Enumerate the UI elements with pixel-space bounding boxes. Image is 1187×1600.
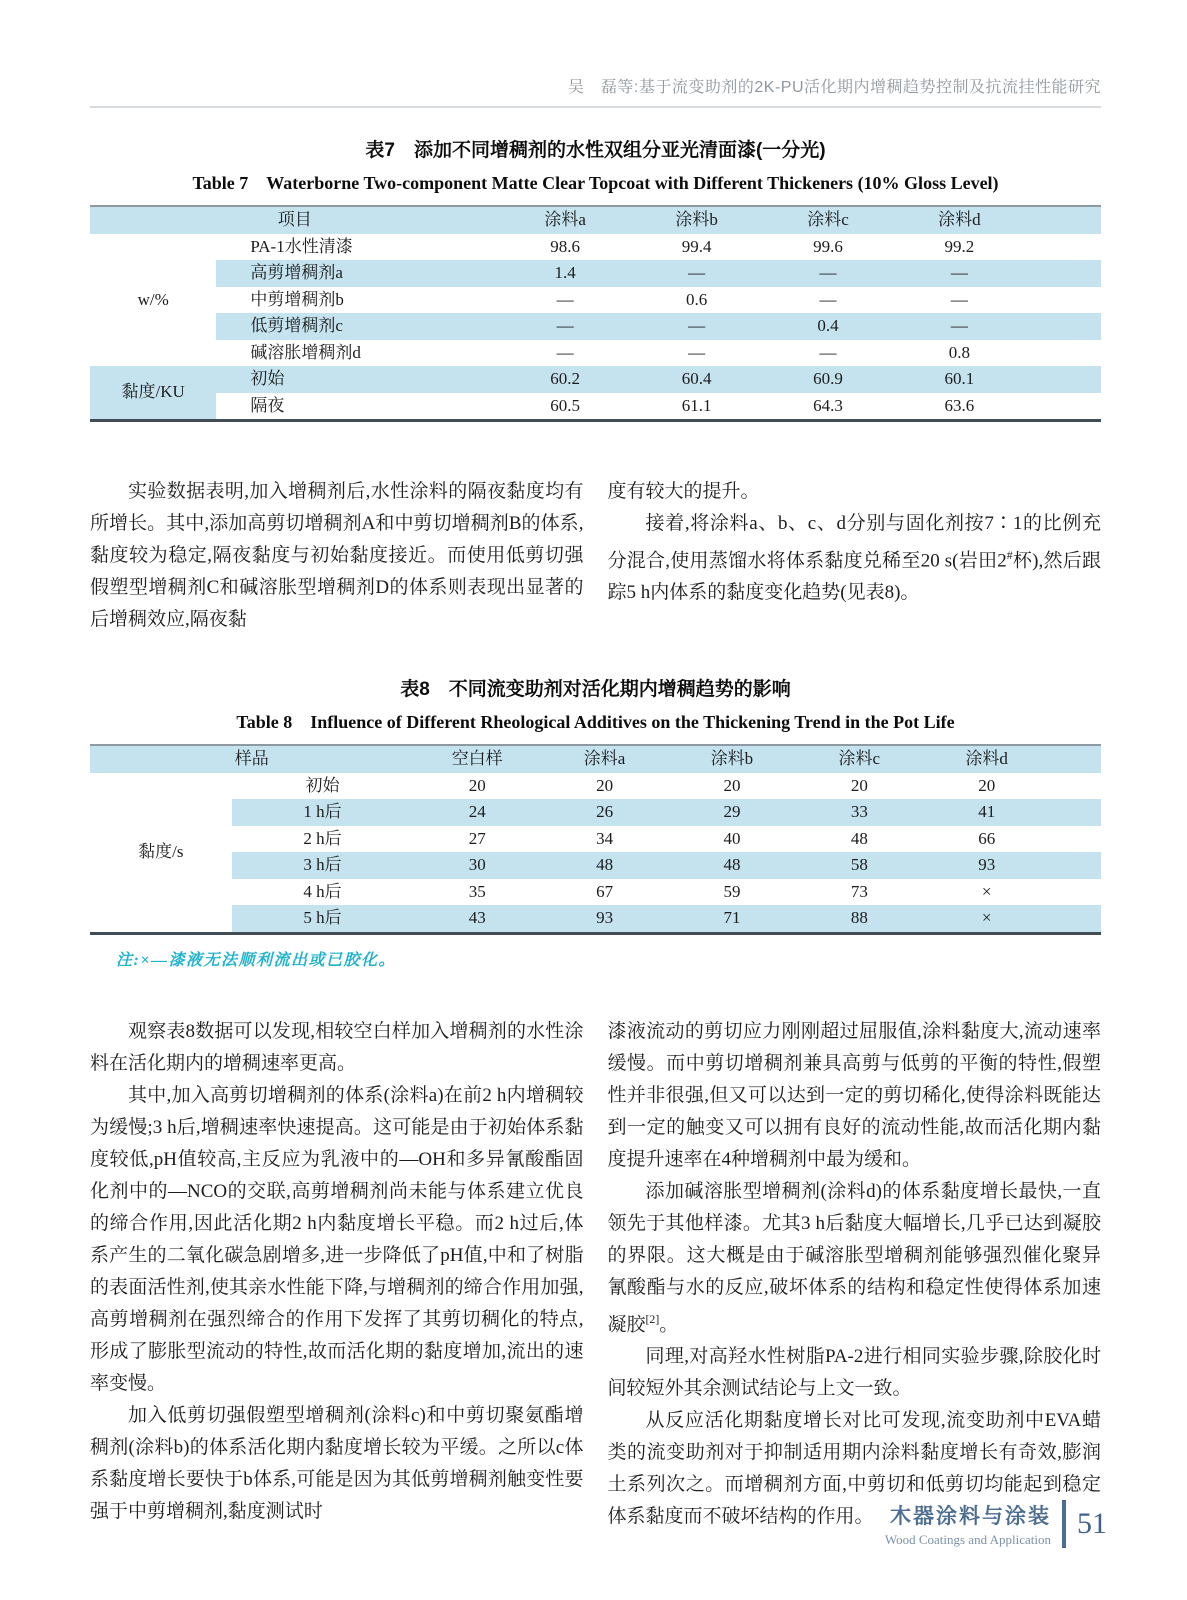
spacer-cell xyxy=(1050,852,1101,879)
value-cell: 20 xyxy=(468,775,486,795)
value-cell: 99.4 xyxy=(681,236,712,256)
paragraph: 漆液流动的剪切应力刚刚超过屈服值,涂料黏度大,流动速率缓慢。而中剪切增稠剂兼具高剪与低剪的平衡的特性,假塑性并非很强,但又可以达到一定的剪切稀化,使得涂料既能达到一定的触变又可以拥有良好的流动性能,故而活化期内黏度提升速率在4种增稠剂中最为缓和。 xyxy=(607,1020,1101,1170)
row-label-cell: 低剪增稠剂c xyxy=(250,316,343,335)
row-label-cell: 5 h后 xyxy=(303,908,342,927)
table-row xyxy=(90,905,1101,933)
row-label-cell: 4 h后 xyxy=(303,881,342,901)
row-label-cell: 隔夜 xyxy=(250,395,285,415)
value-cell: 60.4 xyxy=(681,369,712,388)
value-cell: 60.5 xyxy=(550,395,581,415)
value-cell: 60.2 xyxy=(550,369,581,388)
spacer-cell xyxy=(1050,826,1101,853)
table-row xyxy=(90,340,1101,367)
value-cell: 24 xyxy=(468,802,486,821)
paragraph: 观察表8数据可以发现,相较空白样加入增稠剂的水性涂料在活化期内的增稠速率更高。 xyxy=(90,1020,584,1074)
value-cell: 35 xyxy=(468,881,486,901)
value-cell: 43 xyxy=(468,908,486,927)
row-label-cell: 1 h后 xyxy=(303,802,342,821)
table8 xyxy=(90,744,1101,935)
table-row xyxy=(90,879,1101,906)
row-label-cell: PA-1水性清漆 xyxy=(250,236,353,256)
superscript: # xyxy=(1006,549,1013,562)
main-text-section xyxy=(90,1016,1101,1533)
value-cell: 0.6 xyxy=(685,289,708,309)
column-header: 涂料b xyxy=(710,749,754,768)
value-cell: × xyxy=(981,908,992,927)
value-cell: — xyxy=(950,263,968,282)
row-label-cell: 3 h后 xyxy=(303,855,342,874)
row-label-cell: 初始 xyxy=(305,775,340,795)
group-label-cell: 黏度/s xyxy=(90,773,232,934)
value-cell: 71 xyxy=(723,908,741,927)
table7 xyxy=(90,205,1101,422)
journal-title-en: Wood Coatings and Application xyxy=(884,1532,1051,1547)
value-cell: 30 xyxy=(468,855,486,874)
value-cell: — xyxy=(556,289,574,309)
table7-body xyxy=(90,234,1101,421)
journal-title-cn: 木器涂料与涂装 xyxy=(890,1505,1051,1528)
spacer-cell xyxy=(1025,340,1101,367)
table-row xyxy=(90,234,1101,261)
value-cell: — xyxy=(950,289,968,309)
journal-footer xyxy=(885,1500,1107,1548)
paragraph-text: 。 xyxy=(659,1313,679,1335)
table8-body xyxy=(90,773,1101,934)
column-header: 涂料a xyxy=(583,749,626,768)
table7-head xyxy=(90,206,1101,234)
value-cell: 20 xyxy=(978,775,996,795)
citation-superscript: [2] xyxy=(645,1312,660,1326)
value-cell: — xyxy=(819,289,837,309)
value-cell: 0.8 xyxy=(948,342,971,362)
value-cell: — xyxy=(556,342,574,362)
column-header: 涂料c xyxy=(838,749,881,768)
value-cell: 26 xyxy=(596,802,614,821)
paragraph: 实验数据表明,加入增稠剂后,水性涂料的隔夜黏度均有所增长。其中,添加高剪切增稠剂A和中剪切增稠剂B的体系,黏度较为稳定,隔夜黏度与初始黏度接近。而使用低剪切强假塑型增稠剂C和碱溶胀型增稠剂D的体系则表现出显著的后增稠效应,隔夜黏 xyxy=(90,481,584,630)
running-head: 吴 磊等:基于流变助剂的2K-PU活化期内增稠趋势控制及抗流挂性能研究 xyxy=(567,79,1101,96)
spacer-cell xyxy=(1050,879,1101,906)
column-header: 涂料d xyxy=(938,210,981,229)
column-header: 样品 xyxy=(234,749,269,768)
value-cell: 66 xyxy=(978,828,996,848)
page-number: 51 xyxy=(1077,1507,1107,1540)
mid-right-column xyxy=(608,476,1102,636)
value-cell: × xyxy=(981,881,992,901)
value-cell: 99.2 xyxy=(944,236,975,256)
row-label-cell: 初始 xyxy=(250,369,285,388)
column-header: 项目 xyxy=(277,210,312,229)
column-header: 空白样 xyxy=(451,749,503,768)
paragraph-text: 杯),然后跟踪5 h内体系的黏度变化趋势(见表8)。 xyxy=(607,550,1101,604)
value-cell: 58 xyxy=(850,855,868,874)
column-header: 涂料d xyxy=(965,749,1008,768)
value-cell: 1.4 xyxy=(554,263,576,282)
table8-head xyxy=(90,745,1101,773)
value-cell: 40 xyxy=(723,828,741,848)
table8-caption-en: Table 8 Influence of Different Rheological Additives on the Thickening Trend in the Pot Life xyxy=(236,712,955,732)
value-cell: 41 xyxy=(978,802,996,821)
row-label-cell: 碱溶胀增稠剂d xyxy=(250,342,361,362)
table-row xyxy=(90,366,1101,393)
value-cell: 63.6 xyxy=(944,395,975,415)
spacer-cell xyxy=(1025,366,1101,393)
table7-caption-en: Table 7 Waterborne Two-component Matte Clear Topcoat with Different Thickeners (10% Gloss Level) xyxy=(192,173,999,193)
value-cell: 29 xyxy=(723,802,741,821)
table-row xyxy=(90,287,1101,314)
value-cell: 48 xyxy=(850,828,868,848)
row-label-cell: 2 h后 xyxy=(303,828,342,848)
value-cell: — xyxy=(688,342,706,362)
value-cell: — xyxy=(819,263,837,282)
column-header: 涂料a xyxy=(544,210,586,229)
table8-caption-cn: 表8 不同流变助剂对活化期内增稠趋势的影响 xyxy=(400,679,791,700)
paragraph: 其中,加入高剪切增稠剂的体系(涂料a)在前2 h内增稠较为缓慢;3 h后,增稠速率快速提高。这可能是由于初始体系黏度较低,pH值较高,主反应为乳液中的—OH和多异氰酸酯固化剂中的—NCO的交联,高剪增稠剂尚未能与体系建立优良的缔合作用,因此活化期2 h内黏度增长平稳。而2 h过后,体系产生的二氧化碳急剧增多,进一步降低了pH值,中和了树脂的表面活性剂,使其亲水性能下降,与增稠剂的缔合作用加强,高剪增稠剂在强烈缔合的作用下发挥了其剪切稠化的特点,形成了膨胀型流动的特性,故而活化期的黏度增加,流出的速率变慢。 xyxy=(90,1084,584,1394)
mid-left-column xyxy=(90,476,584,636)
table-row xyxy=(90,260,1101,287)
main-left-column xyxy=(90,1016,584,1533)
paragraph xyxy=(608,1176,1102,1341)
value-cell: 48 xyxy=(723,855,741,874)
column-header: 涂料b xyxy=(675,210,718,229)
value-cell: 61.1 xyxy=(681,395,712,415)
main-right-column xyxy=(608,1016,1102,1533)
value-cell: 0.4 xyxy=(817,316,839,335)
spacer-cell xyxy=(1050,745,1101,773)
table-row xyxy=(90,773,1101,800)
value-cell: 60.9 xyxy=(813,369,843,388)
value-cell: 20 xyxy=(596,775,614,795)
spacer-cell xyxy=(1025,287,1101,314)
value-cell: 67 xyxy=(596,881,614,901)
table-row xyxy=(90,826,1101,853)
group-label-cell: 黏度/KU xyxy=(90,366,216,421)
row-label-cell: 中剪增稠剂b xyxy=(250,289,344,309)
value-cell: 93 xyxy=(596,908,614,927)
spacer-cell xyxy=(1025,313,1101,340)
value-cell: 98.6 xyxy=(550,236,581,256)
journal-title-block xyxy=(885,1500,1051,1548)
row-label-cell: 高剪增稠剂a xyxy=(250,263,343,282)
value-cell: — xyxy=(688,263,706,282)
value-cell: 64.3 xyxy=(813,395,843,415)
table-row xyxy=(90,313,1101,340)
paragraph-text: 接着,将涂料a、b、c、d分别与固化剂按7∶1的比例充分混合,使用蒸馏水将体系黏度兑稀至20 s(岩田2 xyxy=(607,513,1101,572)
spacer-cell xyxy=(1050,799,1101,826)
paragraph: 加入低剪切强假塑型增稠剂(涂料c)和中剪切聚氨酯增稠剂(涂料b)的体系活化期内黏度增长较为平缓。之所以c体系黏度增长要快于b体系,可能是因为其低剪增稠剂触变性要强于中剪增稠剂,黏度测试时 xyxy=(90,1404,584,1522)
value-cell: 27 xyxy=(468,828,486,848)
value-cell: 59 xyxy=(723,881,741,901)
value-cell: 99.6 xyxy=(813,236,843,256)
paragraph-text: 添加碱溶胀型增稠剂(涂料d)的体系黏度增长最快,一直领先于其他样漆。尤其3 h后黏度大幅增长,几乎已达到凝胶的界限。这大概是由于碱溶胀型增稠剂能够强烈催化聚异氰酸酯与水的反应,破坏体系的结构和稳定性使得体系加速凝胶 xyxy=(607,1180,1101,1335)
value-cell: — xyxy=(556,316,574,335)
value-cell: 60.1 xyxy=(944,369,975,388)
value-cell: 33 xyxy=(850,802,868,821)
value-cell: 73 xyxy=(850,881,868,901)
paragraph: 从反应活化期黏度增长对比可发现,流变助剂中EVA蜡类的流变助剂对于抑制适用期内涂料黏度增长有奇效,膨润土系列次之。而增稠剂方面,中剪切和低剪切均能起到稳定体系黏度而不破坏结构的作用。 xyxy=(607,1409,1101,1527)
mid-text-section xyxy=(90,476,1101,636)
table-header-row xyxy=(90,206,1101,234)
value-cell: 48 xyxy=(596,855,614,874)
paragraph xyxy=(608,508,1102,609)
value-cell: 88 xyxy=(850,908,868,927)
value-cell: 20 xyxy=(723,775,741,795)
spacer-cell xyxy=(1025,206,1101,234)
spacer-cell xyxy=(1025,393,1101,421)
value-cell: 93 xyxy=(978,855,996,874)
table-row xyxy=(90,852,1101,879)
spacer-cell xyxy=(1025,260,1101,287)
spacer-cell xyxy=(1050,905,1101,933)
value-cell: 34 xyxy=(596,828,614,848)
value-cell: — xyxy=(688,316,706,335)
value-cell: — xyxy=(819,342,837,362)
footer-divider-bar xyxy=(1062,1500,1066,1548)
column-header: 涂料c xyxy=(807,210,849,229)
value-cell: — xyxy=(950,316,968,335)
table7-caption-cn: 表7 添加不同增稠剂的水性双组分亚光清面漆(一分光) xyxy=(365,140,826,161)
table8-note: 注:×—漆液无法顺利流出或已胶化。 xyxy=(116,951,396,969)
paragraph: 同理,对高羟水性树脂PA-2进行相同实验步骤,除胶化时间较短外其余测试结论与上文一致。 xyxy=(607,1345,1101,1399)
group-label-cell: w/% xyxy=(90,234,216,367)
paragraph: 度有较大的提升。 xyxy=(607,481,760,502)
value-cell: 20 xyxy=(850,775,868,795)
table-row xyxy=(90,799,1101,826)
spacer-cell xyxy=(1025,234,1101,261)
header-rule xyxy=(90,106,1101,108)
table-row xyxy=(90,393,1101,421)
table-header-row xyxy=(90,745,1101,773)
spacer-cell xyxy=(1050,773,1101,800)
